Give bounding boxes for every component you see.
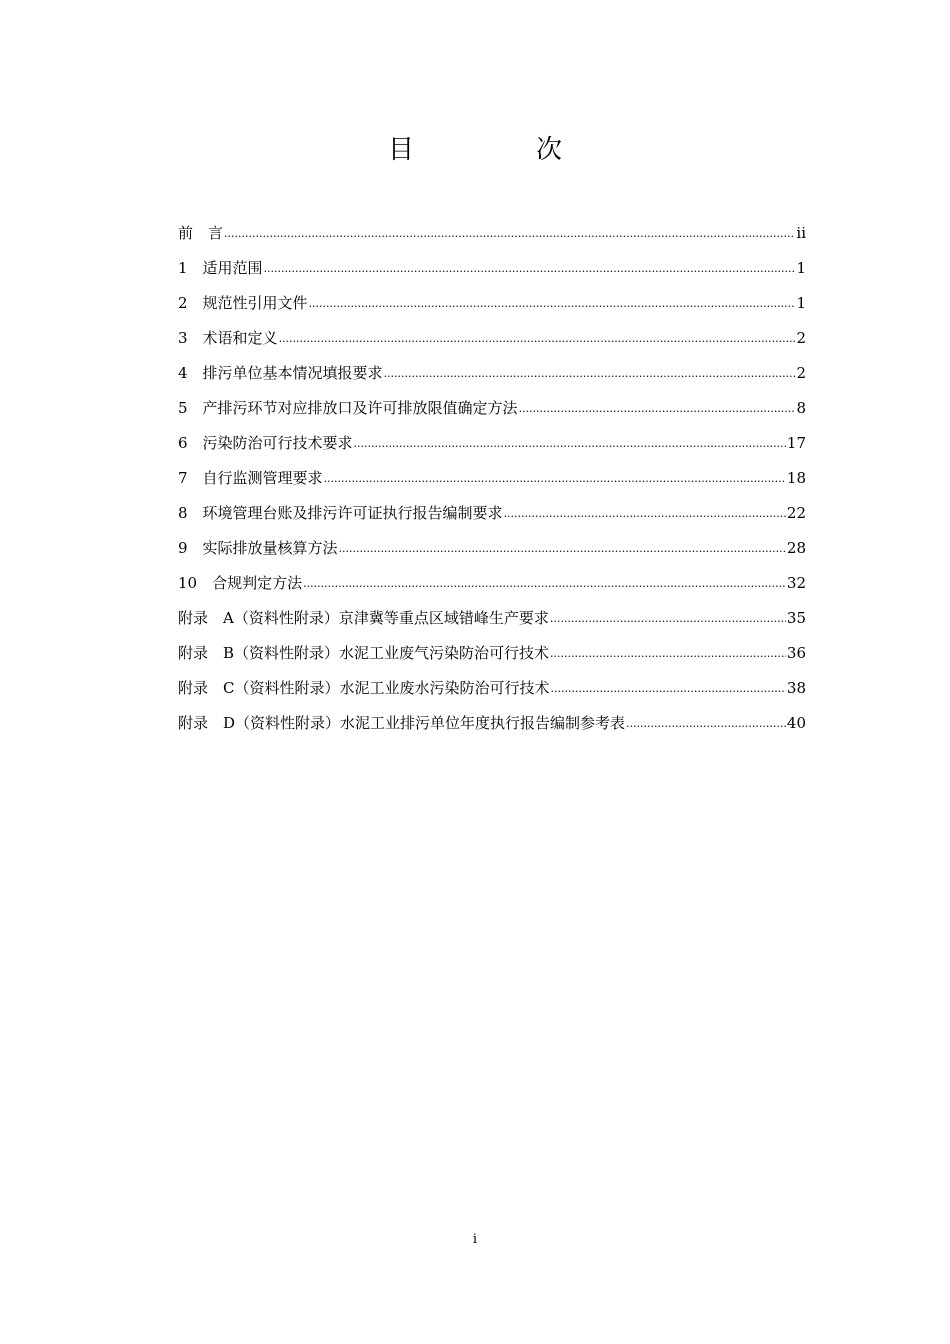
toc-entry-page: 36 xyxy=(786,644,806,662)
toc-entry-page: 1 xyxy=(796,259,806,277)
toc-entry-page: 2 xyxy=(796,329,806,347)
toc-dot-leader xyxy=(324,468,786,490)
toc-entry-2[interactable] xyxy=(178,292,806,327)
toc-entry-page: 28 xyxy=(786,539,806,557)
toc-entry-label: （资料性附录）水泥工业废水污染防治可行技术 xyxy=(234,679,550,697)
toc-entry-label: （资料性附录）水泥工业废气污染防治可行技术 xyxy=(234,644,550,662)
toc-entry-page: ii xyxy=(796,224,806,242)
toc-entry-label: 术语和定义 xyxy=(202,329,278,347)
toc-dot-leader xyxy=(384,363,796,385)
toc-entry-appendix-b[interactable] xyxy=(178,642,806,677)
toc-dot-leader xyxy=(504,503,786,525)
toc-dot-leader xyxy=(309,293,796,315)
toc-entry-3[interactable] xyxy=(178,327,806,362)
toc-entry-number: 7 xyxy=(178,469,188,487)
toc-entry-number: 4 xyxy=(178,364,188,382)
toc-entry-label: 自行监测管理要求 xyxy=(202,469,323,487)
table-of-contents xyxy=(178,222,806,747)
toc-entry-label: 规范性引用文件 xyxy=(202,294,308,312)
toc-entry-label: （资料性附录）水泥工业排污单位年度执行报告编制参考表 xyxy=(235,714,626,732)
toc-dot-leader xyxy=(519,398,796,420)
toc-entry-1[interactable] xyxy=(178,257,806,292)
toc-entry-page: 2 xyxy=(796,364,806,382)
toc-entry-8[interactable] xyxy=(178,502,806,537)
toc-dot-leader xyxy=(264,258,796,280)
toc-entry-number: 5 xyxy=(178,399,188,417)
toc-entry-6[interactable] xyxy=(178,432,806,467)
toc-dot-leader xyxy=(354,433,786,455)
toc-dot-leader xyxy=(626,713,786,735)
toc-entry-label: 污染防治可行技术要求 xyxy=(202,434,353,452)
toc-entry-number: 9 xyxy=(178,539,188,557)
toc-entry-label: 合规判定方法 xyxy=(212,574,303,592)
toc-entry-4[interactable] xyxy=(178,362,806,397)
footer-page-number: i xyxy=(472,1232,478,1247)
toc-entry-number: 1 xyxy=(178,259,188,277)
toc-entry-number: 6 xyxy=(178,434,188,452)
toc-entry-7[interactable] xyxy=(178,467,806,502)
toc-entry-appendix-a[interactable] xyxy=(178,607,806,642)
toc-dot-leader xyxy=(224,223,795,245)
toc-entry-label: 产排污环节对应排放口及许可排放限值确定方法 xyxy=(202,399,518,417)
toc-entry-number: 附录 B xyxy=(178,644,235,662)
toc-dot-leader xyxy=(339,538,786,560)
toc-entry-9[interactable] xyxy=(178,537,806,572)
toc-entry-label: 排污单位基本情况填报要求 xyxy=(202,364,383,382)
toc-entry-number: 8 xyxy=(178,504,188,522)
toc-entry-appendix-c[interactable] xyxy=(178,677,806,712)
toc-dot-leader xyxy=(303,573,786,595)
toc-entry-label: 环境管理台账及排污许可证执行报告编制要求 xyxy=(202,504,503,522)
toc-dot-leader xyxy=(279,328,796,350)
toc-entry-appendix-d[interactable] xyxy=(178,712,806,747)
toc-dot-leader xyxy=(550,643,786,665)
toc-entry-label: 实际排放量核算方法 xyxy=(202,539,338,557)
toc-entry-page: 38 xyxy=(786,679,806,697)
toc-entry-page: 1 xyxy=(796,294,806,312)
toc-entry-number: 10 xyxy=(178,574,198,592)
toc-entry-page: 18 xyxy=(786,469,806,487)
toc-dot-leader xyxy=(550,608,786,630)
toc-entry-number: 附录 D xyxy=(178,714,236,732)
toc-entry-number: 3 xyxy=(178,329,188,347)
toc-entry-preface[interactable] xyxy=(178,222,806,257)
toc-entry-label: 前 言 xyxy=(178,224,224,242)
toc-entry-5[interactable] xyxy=(178,397,806,432)
toc-entry-number: 附录 C xyxy=(178,679,235,697)
toc-entry-10[interactable] xyxy=(178,572,806,607)
toc-entry-page: 32 xyxy=(786,574,806,592)
toc-entry-page: 22 xyxy=(786,504,806,522)
toc-entry-page: 35 xyxy=(786,609,806,627)
page-title: 目 次 xyxy=(387,135,610,165)
toc-entry-page: 40 xyxy=(786,714,806,732)
toc-entry-page: 17 xyxy=(786,434,806,452)
toc-entry-label: 适用范围 xyxy=(202,259,263,277)
toc-entry-number: 2 xyxy=(178,294,188,312)
toc-entry-page: 8 xyxy=(796,399,806,417)
toc-entry-label: （资料性附录）京津冀等重点区域错峰生产要求 xyxy=(233,609,549,627)
toc-entry-number: 附录 A xyxy=(178,609,234,627)
toc-dot-leader xyxy=(551,678,786,700)
